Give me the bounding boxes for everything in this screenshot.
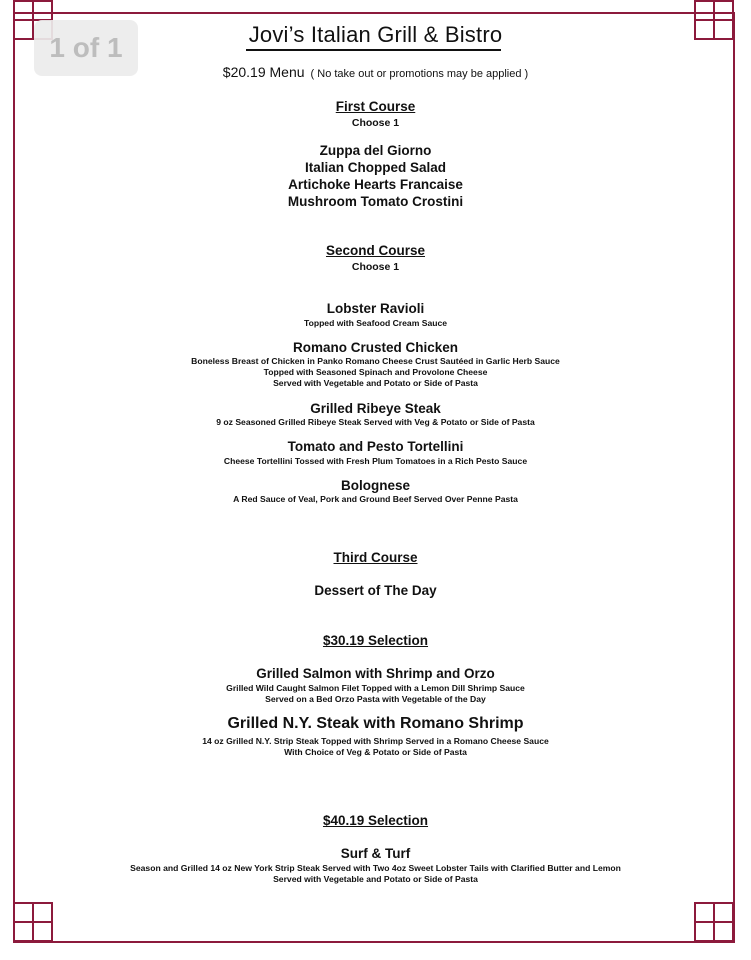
first-course-item: Italian Chopped Salad bbox=[304, 160, 447, 175]
dish-name: Dessert of The Day bbox=[314, 583, 437, 598]
dish-description: 14 oz Grilled N.Y. Strip Steak Topped with Shrimp Served in a Romano Cheese Sauce bbox=[202, 736, 549, 746]
selection-40-heading: $40.19 Selection bbox=[322, 813, 429, 828]
dish-name: Romano Crusted Chicken bbox=[292, 340, 459, 355]
dish-description: Grilled Wild Caught Salmon Filet Topped with a Lemon Dill Shrimp Sauce bbox=[226, 683, 525, 693]
dish-description: Topped with Seafood Cream Sauce bbox=[303, 318, 448, 328]
first-course-item: Zuppa del Giorno bbox=[319, 143, 432, 158]
dish-description: Served with Vegetable and Potato or Side of Pasta bbox=[273, 378, 478, 388]
dish-name: Grilled Salmon with Shrimp and Orzo bbox=[256, 666, 495, 681]
dish-description: A Red Sauce of Veal, Pork and Ground Beef Served Over Penne Pasta bbox=[233, 494, 518, 504]
title-underline bbox=[246, 49, 501, 51]
menu-note: ( No take out or promotions may be applied ) bbox=[310, 68, 529, 80]
dish-description: With Choice of Veg & Potato or Side of Pasta bbox=[284, 747, 467, 757]
corner-ornament-bottom-left bbox=[13, 902, 53, 942]
dish-description: 9 oz Seasoned Grilled Ribeye Steak Served with Veg & Potato or Side of Pasta bbox=[216, 417, 535, 427]
first-course-choose: Choose 1 bbox=[351, 117, 400, 129]
corner-ornament-bottom-right bbox=[694, 902, 734, 942]
dish-description: Boneless Breast of Chicken in Panko Romano Cheese Crust Sautéed in Garlic Herb Sauce bbox=[191, 356, 560, 366]
second-course-choose: Choose 1 bbox=[351, 261, 400, 273]
dish-description: Served with Vegetable and Potato or Side of Pasta bbox=[273, 874, 478, 884]
dish-name: Lobster Ravioli bbox=[326, 301, 425, 316]
restaurant-title: Jovi’s Italian Grill & Bistro bbox=[248, 22, 503, 47]
third-course-heading: Third Course bbox=[333, 550, 418, 565]
second-course-heading: Second Course bbox=[325, 243, 426, 258]
selection-30-heading: $30.19 Selection bbox=[322, 633, 429, 648]
dish-description: Season and Grilled 14 oz New York Strip Steak Served with Two 4oz Sweet Lobster Tails with Clarified Butter and Lemon bbox=[130, 863, 621, 873]
dish-name: Bolognese bbox=[340, 478, 410, 493]
first-course-heading: First Course bbox=[335, 99, 416, 114]
dish-name: Grilled Ribeye Steak bbox=[310, 401, 441, 416]
dish-name: Grilled N.Y. Steak with Romano Shrimp bbox=[227, 715, 524, 732]
dish-name: Surf & Turf bbox=[340, 846, 411, 861]
dish-description: Topped with Seasoned Spinach and Provolone Cheese bbox=[263, 367, 488, 377]
dish-name: Tomato and Pesto Tortellini bbox=[287, 439, 464, 454]
dish-description: Cheese Tortellini Tossed with Fresh Plum Tomatoes in a Rich Pesto Sauce bbox=[223, 456, 528, 466]
dish-description: Served on a Bed Orzo Pasta with Vegetable of the Day bbox=[265, 694, 486, 704]
menu-price: $20.19 Menu bbox=[222, 64, 305, 80]
page-indicator: 1 of 1 bbox=[34, 20, 138, 76]
first-course-item: Artichoke Hearts Francaise bbox=[288, 177, 463, 192]
first-course-item: Mushroom Tomato Crostini bbox=[287, 194, 464, 209]
